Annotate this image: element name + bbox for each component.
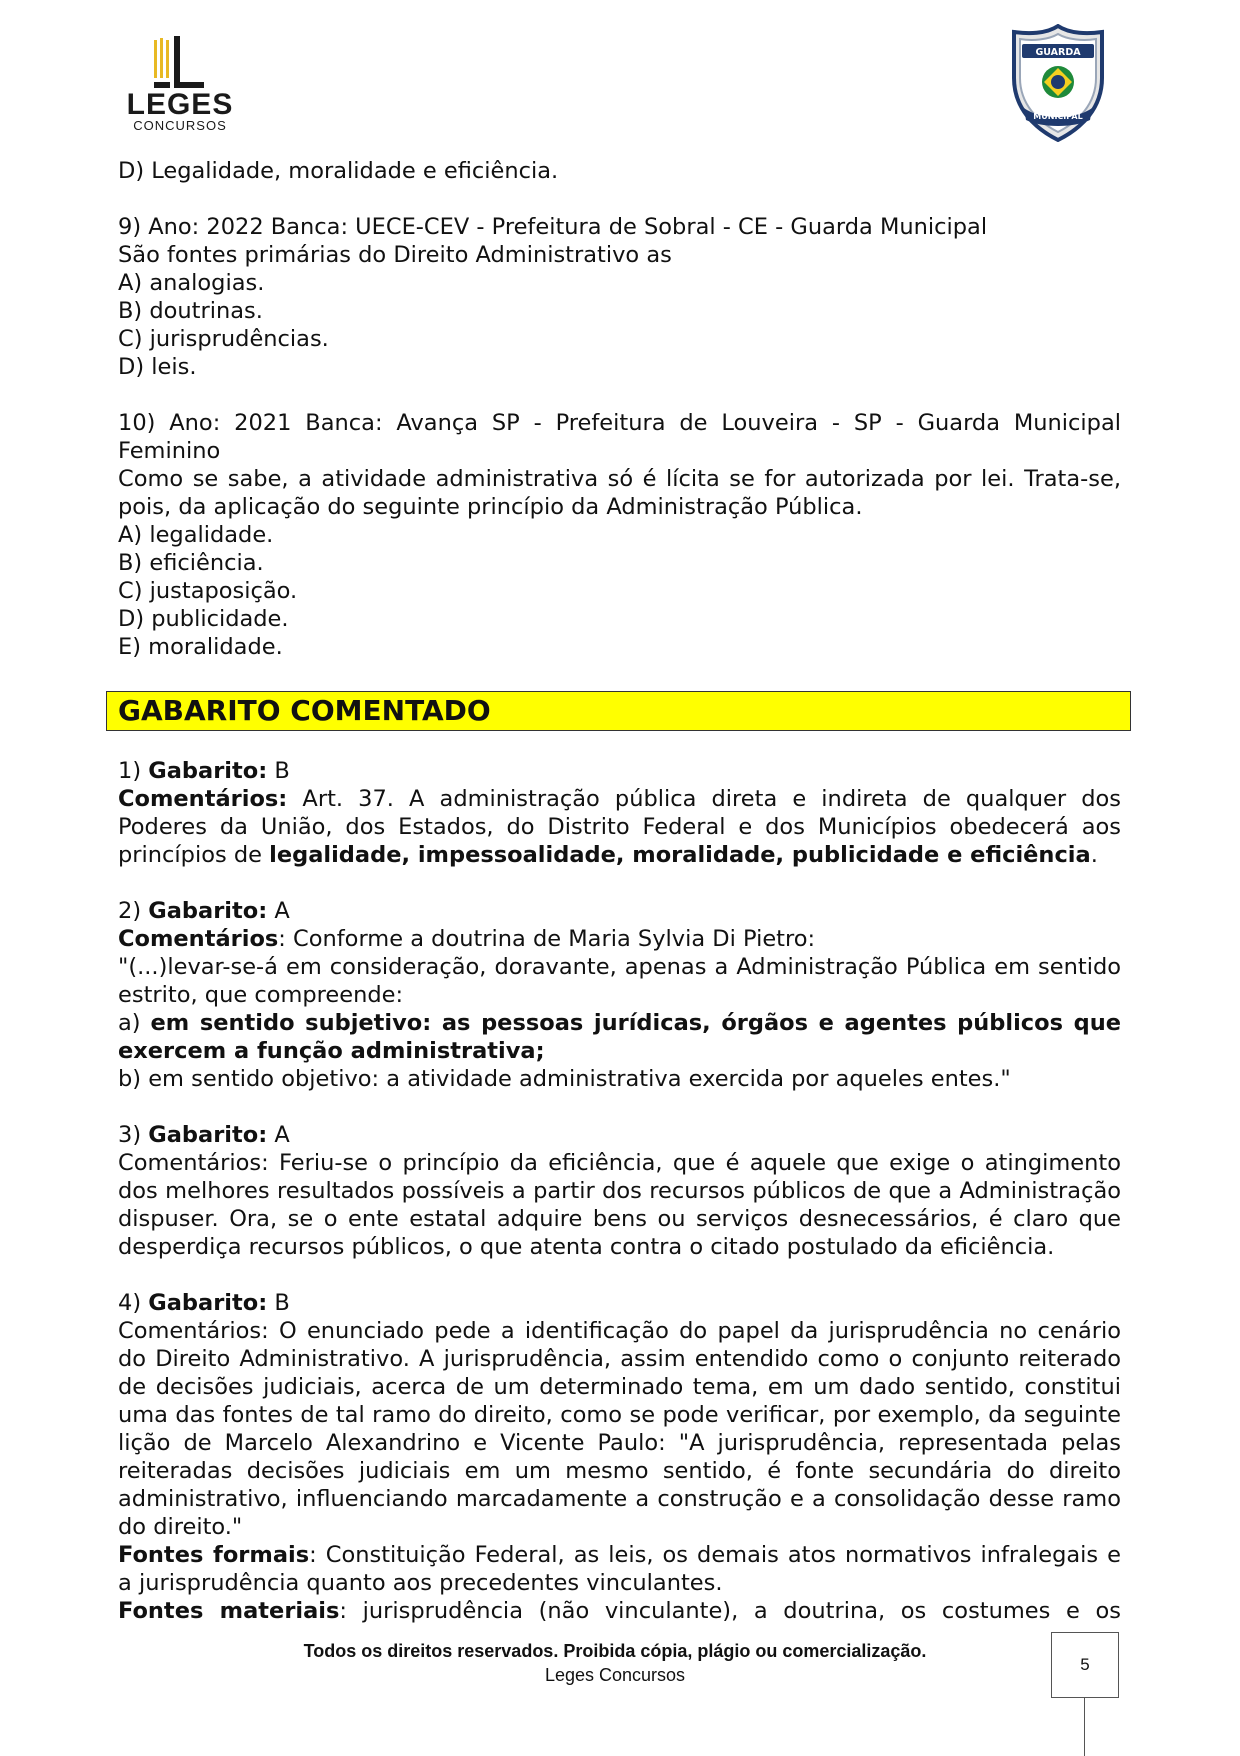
q10-option: C) justaposição. [118,578,298,604]
answer-2 [118,897,1121,1093]
fontes-formais-text: : Constituição Federal, as leis, os demais atos normativos infralegais e a jurisprudência quanto aos precedentes vinculantes. [118,1542,1121,1596]
fontes-materiais-text: : jurisprudência (não vinculante), a doutrina, os costumes e os [339,1598,1121,1624]
gabarito-value: A [274,1122,290,1148]
fontes-materiais [118,1597,1121,1625]
comment-text: : Conforme a doutrina de Maria Sylvia Di Pietro: [278,926,816,952]
answer-number: 2) [118,898,142,924]
leges-logo-mark-icon [150,36,210,92]
gabarito-section-title: GABARITO COMENTADO [106,691,1131,731]
gabarito-label: Gabarito: [148,1122,268,1148]
gabarito-label: Gabarito: [148,1290,268,1316]
answer-4-comment: Comentários: O enunciado pede a identificação do papel da jurisprudência no cenário do Direito Administrativo. A jurisprudência, assim entendido como o conjunto reiterado de decisões judiciais, acerca de um determinado tema, em um dado sentido, constitui uma das fontes de tal ramo do direito, como se pode verificar, por exemplo, da seguinte lição de Marcelo Alexandrino e Vicente Paulo: "A jurisprudência, representada pelas reiteradas decisões judiciais em um mesmo sentido, é fonte secundária do direito administrativo, influenciando marcadamente a construção e a consolidação desse ramo do direito." [118,1318,1121,1540]
q9-stem: São fontes primárias do Direito Administrativo as [118,242,672,268]
badge-top-text: GUARDA [1035,47,1081,58]
gabarito-label: Gabarito: [148,898,268,924]
answer-1-comment [118,785,1121,869]
comment-bold: legalidade, impessoalidade, moralidade, publicidade e eficiência [269,842,1091,868]
answer-4 [118,1289,1121,1625]
fontes-formais [118,1541,1121,1597]
brand-name: LEGES [126,88,234,121]
gabarito-value: B [274,758,290,784]
leges-logo [120,36,240,132]
q9-option: A) analogias. [118,270,265,296]
page-number-divider [1084,1698,1085,1756]
q9-option: D) leis. [118,354,197,380]
q9-option: B) doutrinas. [118,298,263,324]
fontes-formais-label: Fontes formais [118,1542,310,1568]
comment-text: Art. 37. A administração pública direta e indireta de qualquer dos Poderes da União, dos Estados, do Distrito Federal e dos Municípios obedecerá aos princípios de [118,786,1122,868]
q8-option-d: D) Legalidade, moralidade e eficiência. [118,158,559,184]
comment-label: Comentários [118,926,279,952]
footer-company: Leges Concursos [544,1665,686,1685]
comment-label: Comentários: [118,786,288,812]
guarda-municipal-badge-icon [1010,24,1106,142]
badge-bottom-text: MUNICIPAL [1033,112,1083,121]
page-number: 5 [1051,1632,1119,1698]
q10-option: E) moralidade. [118,634,283,660]
item-a-bold: em sentido subjetivo: as pessoas jurídicas, órgãos e agentes públicos que exercem a função administrativa; [118,1010,1121,1064]
answer-number: 3) [118,1122,142,1148]
brand-subtitle: CONCURSOS [133,118,227,133]
gabarito-value: B [274,1290,290,1316]
comment-end: . [1090,842,1098,868]
question-9 [118,213,1121,381]
gabarito-label: Gabarito: [148,758,268,784]
answer-1 [118,757,1121,869]
q9-option: C) jurisprudências. [118,326,329,352]
answer-number: 1) [118,758,142,784]
answer-3 [118,1121,1121,1261]
answer-3-comment: Comentários: Feriu-se o princípio da eficiência, que é aquele que exige o atingimento dos melhores resultados possíveis a partir dos recursos públicos de que a Administração dispuser. Ora, se o ente estatal adquire bens ou serviços desnecessários, é claro que desperdiça recursos públicos, o que atenta contra o citado postulado da eficiência. [118,1150,1121,1260]
q9-header: 9) Ano: 2022 Banca: UECE-CEV - Prefeitura de Sobral - CE - Guarda Municipal [118,214,988,240]
answer-2-item-b: b) em sentido objetivo: a atividade administrativa exercida por aqueles entes." [118,1066,1011,1092]
gabarito-value: A [274,898,290,924]
answer-2-item-a [118,1009,1121,1065]
q10-header-line2: Feminino [118,438,221,464]
answer-number: 4) [118,1290,142,1316]
fontes-materiais-label: Fontes materiais [118,1598,340,1624]
footer-rights: Todos os direitos reservados. Proibida cópia, plágio ou comercialização. [303,1641,927,1661]
q10-option: B) eficiência. [118,550,264,576]
q10-option: A) legalidade. [118,522,274,548]
document-body [118,157,1121,1625]
q10-stem-line1: Como se sabe, a atividade administrativa só é lícita se for autorizada por lei. Trata-se, [118,466,1121,492]
answer-2-quote: "(...)levar-se-á em consideração, doravante, apenas a Administração Pública em sentido estrito, que compreende: [118,954,1121,1008]
q10-option: D) publicidade. [118,606,289,632]
question-10 [118,409,1121,661]
q10-header-line1: 10) Ano: 2021 Banca: Avança SP - Prefeitura de Louveira - SP - Guarda Municipal [118,410,1121,436]
q10-stem-line2: pois, da aplicação do seguinte princípio da Administração Pública. [118,494,863,520]
item-a-prefix: a) [118,1010,151,1036]
